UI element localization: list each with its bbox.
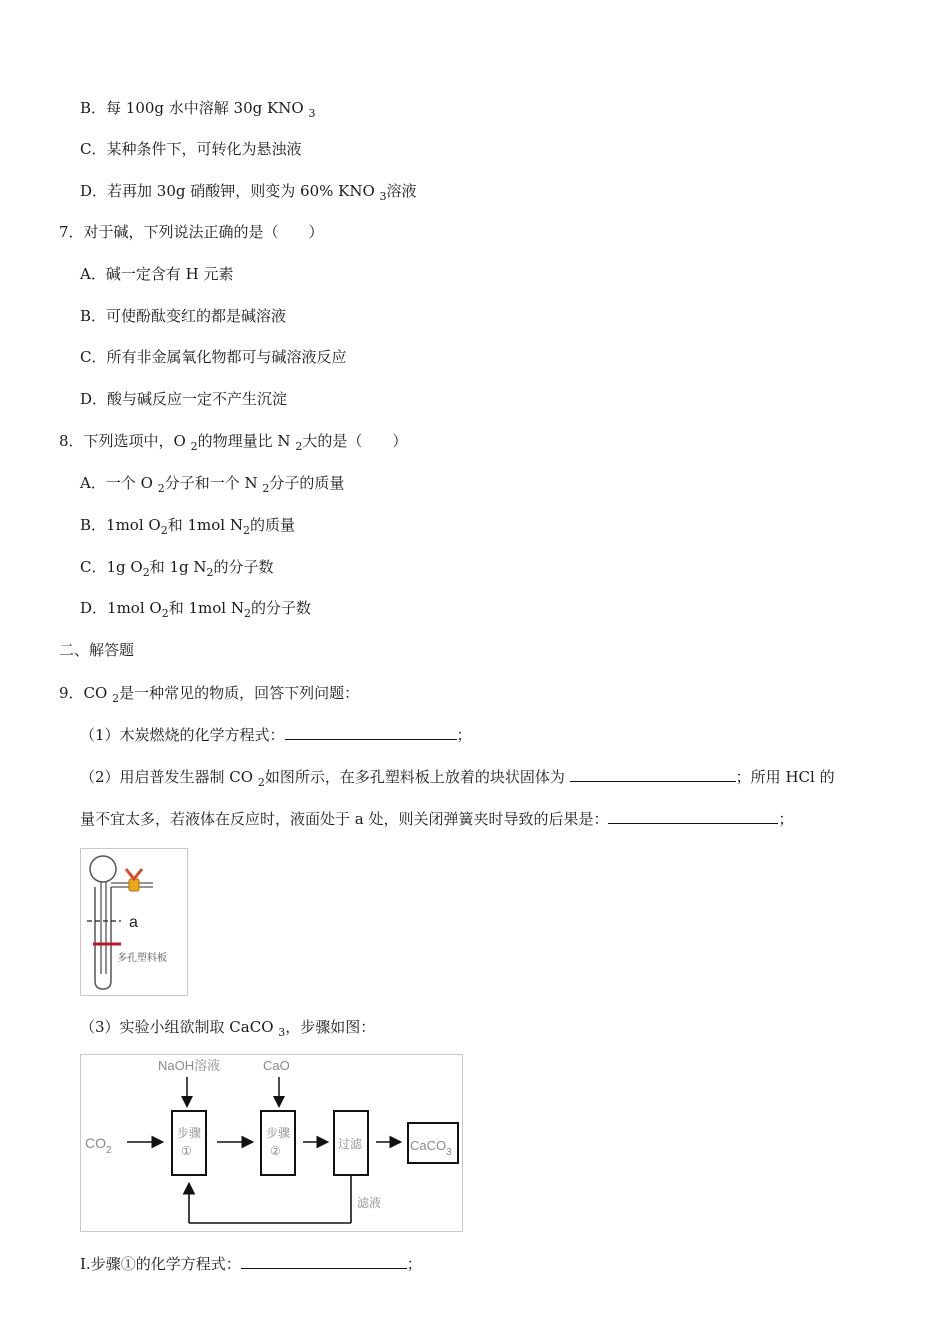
- q9-part3: （3）实验小组欲制取 CaCO $_3$，步骤如图：: [80, 1018, 376, 1039]
- funnel-bulb: [90, 856, 116, 882]
- caco3-flowchart: [81, 1055, 462, 1231]
- answer-blank-1[interactable]: [285, 725, 457, 740]
- reagent-cao-label: CaO: [263, 1058, 290, 1073]
- q7-stem: 7．对于碱，下列说法正确的是（ ）: [59, 223, 324, 241]
- caco3-label: CaCO$_3$: [410, 1138, 452, 1158]
- q9-stem: 9．CO $_2$是一种常见的物质，回答下列问题：: [59, 684, 360, 705]
- section-title: 二、解答题: [59, 641, 135, 659]
- clamp-handle-icon: [126, 869, 142, 879]
- q7-option-c: C．所有非金属氧化物都可与碱溶液反应: [80, 348, 347, 366]
- q7-option-d: D．酸与碱反应一定不产生沉淀: [80, 390, 288, 408]
- q6-option-c: C．某种条件下，可转化为悬浊液: [80, 140, 302, 158]
- q8-stem: 8．下列选项中，O $_2$的物理量比 N $_2$大的是（ ）: [59, 432, 408, 453]
- label-porous-plate: 多孔塑料板: [117, 953, 167, 964]
- step2-number: ②: [270, 1144, 281, 1158]
- filter-label: 过滤: [338, 1137, 363, 1151]
- step1-number: ①: [181, 1144, 192, 1158]
- label-a: a: [129, 914, 138, 931]
- answer-blank-4[interactable]: [241, 1254, 407, 1269]
- q9-part1: （1）木炭燃烧的化学方程式： ；: [80, 726, 472, 744]
- q9-part-i: Ⅰ.步骤①的化学方程式： ；: [80, 1255, 422, 1273]
- q7-option-b: B．可使酚酞变红的都是碱溶液: [80, 307, 287, 325]
- answer-blank-3[interactable]: [608, 809, 778, 824]
- q8-option-b: B．1mol $O_2$和 1mol $N_2$的质量: [80, 516, 295, 537]
- q9-part2: （2）用启普发生器制 CO $_2$如图所示，在多孔塑料板上放着的块状固体为 ；所用 HCl 的: [80, 768, 835, 789]
- step2-box: [261, 1111, 295, 1175]
- q9-part2-line2: 量不宜太多，若液体在反应时，液面处于 a 处，则关闭弹簧夹时导致的后果是： ；: [80, 810, 794, 828]
- step1-box: [172, 1111, 206, 1175]
- q7-option-a: A．碱一定含有 H 元素: [80, 265, 234, 283]
- step1-label: 步骤: [177, 1126, 202, 1140]
- reagent-naoh-label: NaOH溶液: [158, 1058, 221, 1073]
- kipp-generator-figure: [80, 848, 188, 996]
- filtrate-label: 滤液: [357, 1196, 382, 1210]
- q6-option-b: B．每 100g 水中溶解 30g KNO $_3$: [80, 99, 316, 120]
- caco3-flowchart-figure: [80, 1054, 463, 1232]
- answer-blank-2[interactable]: [570, 767, 736, 782]
- co2-label: $CO_2$: [85, 1135, 112, 1156]
- outer-tube: [95, 887, 111, 989]
- kipp-generator-diagram: [81, 849, 187, 995]
- q8-option-a: A．一个 O $_2$分子和一个 N $_2$分子的质量: [80, 474, 345, 495]
- step2-label: 步骤: [266, 1126, 291, 1140]
- q8-option-c: C．1g $O_2$和 1g $N_2$的分子数: [80, 558, 274, 579]
- q8-option-d: D．1mol $O_2$和 1mol $N_2$的分子数: [80, 599, 311, 620]
- q6-option-d: D．若再加 30g 硝酸钾，则变为 60% KNO $_3$溶液: [80, 182, 417, 203]
